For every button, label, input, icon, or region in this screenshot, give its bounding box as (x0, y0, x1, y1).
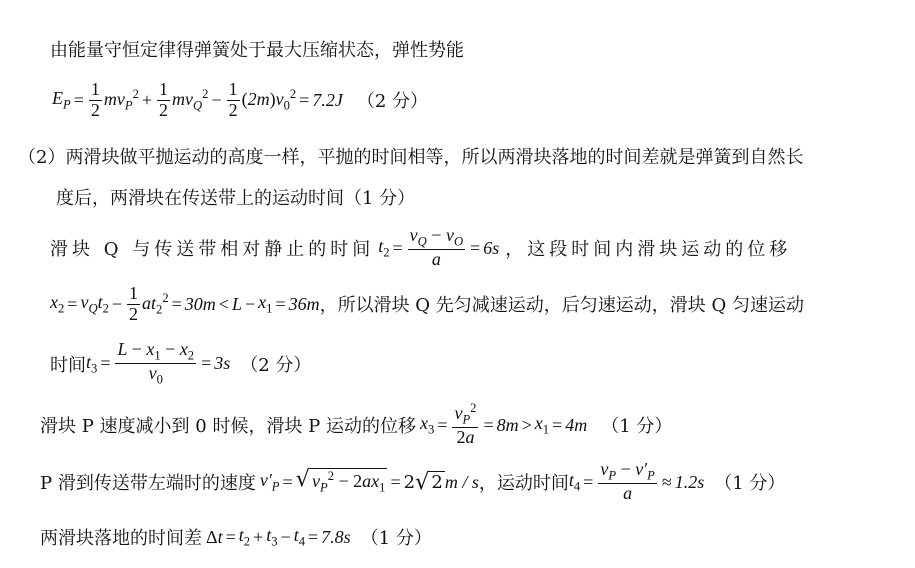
dt-intro: 两滑块落地的时间差 (40, 528, 202, 549)
x2-value: 30m (184, 293, 216, 314)
t2-intro: 滑块 Q 与传送带相对静止的时间 (50, 239, 375, 261)
text-line-10: 两滑块落地的时间差 Δt = $t_2$ + $t_3$ − $t_4$ = 7.8s （1 分） (40, 524, 432, 549)
t4-intro: ，运动时间 (478, 473, 569, 495)
score-l8: （1 分） (601, 416, 673, 438)
sqrt-expression: √ $v_P^2 - 2ax_1$ (295, 466, 386, 495)
text-line-7: 时间 $t_3$ = $\frac{L - x_1 - x_2}{v_0}$ = 3s （2 分） (50, 339, 312, 388)
t4-value: 1.2s (674, 471, 705, 492)
x3-intro: 滑块 P 速度减小到 0 时候，滑块 P 运动的位移 (40, 416, 417, 438)
text-line-1 (50, 36, 464, 62)
l-minus-x1-value: 36m (288, 293, 320, 314)
text-line-9: P 滑到传送带左端时的速度 $v'_P$ = √ $v_P^2 - 2ax_1$ = 2 √ 2 m / s ，运动时间 $t_4$ = $\frac{v_P - v'_P}{a}$ ≈ 1.2s （1 分） (40, 459, 786, 504)
text-line-3 (18, 143, 803, 169)
formula-ep: $E_P$ = $\frac{1}{2}$ $mv_P^2$ + $\frac{1}{2}$ $mv_Q^2$ − $\frac{1}{2}$ $(2m)v_0^2$ = 7.2J （2 分） (52, 79, 429, 120)
score-l10: （1 分） (360, 528, 432, 549)
text-line-6: $x_2$ = $v_Qt_2$ − $\frac{1}{2}$ $at_2^2$ = 30m < L − $x_1$ = 36m ，所以滑块 Q 先匀减速运动，后匀速运动，滑块 Q 匀速运动 (50, 283, 804, 324)
score-l2: （2 分） (356, 91, 429, 113)
t3-intro: 时间 (50, 354, 86, 376)
vp-intro: P 滑到传送带左端时的速度 (40, 473, 256, 495)
text-line-8: 滑块 P 速度减小到 0 时候，滑块 P 运动的位移 $x_3$ = $\frac{v_P^2}{2a}$ = 8m > $x_1$ = 4m （1 分） (40, 401, 673, 448)
dt-value: 7.8s (321, 526, 351, 547)
vp-unit: m / s (444, 471, 479, 492)
score-l9: （1 分） (714, 473, 786, 495)
text-line-4 (56, 184, 415, 210)
x1-value: 4m (565, 414, 588, 435)
score-l7: （2 分） (240, 354, 312, 376)
x2-post: ，所以滑块 Q 先匀减速运动，后匀速运动，滑块 Q 匀速运动 (319, 295, 804, 317)
t2-value: 6s (483, 237, 500, 258)
part2-text-cont: 度后，两滑块在传送带上的运动时间（1 分） (56, 188, 416, 209)
energy-conservation-text: 由能量守恒定律得弹簧处于最大压缩状态，弹性势能 (50, 40, 464, 61)
t2-post: ，这段时间内滑块运动的位移 (505, 239, 792, 261)
ep-value: 7.2J (312, 89, 343, 110)
t3-value: 3s (214, 353, 231, 374)
x3-value: 8m (496, 414, 519, 435)
part2-text: （2）两滑块做平抛运动的高度一样，平抛的时间相等，所以两滑块落地的时间差就是弹簧到自然长 (18, 147, 804, 168)
text-line-5: 滑块 Q 与传送带相对静止的时间 $t_2$ = $\frac{v_Q - v_O}{a}$ = 6s ，这段时间内滑块运动的位移 (50, 225, 792, 270)
